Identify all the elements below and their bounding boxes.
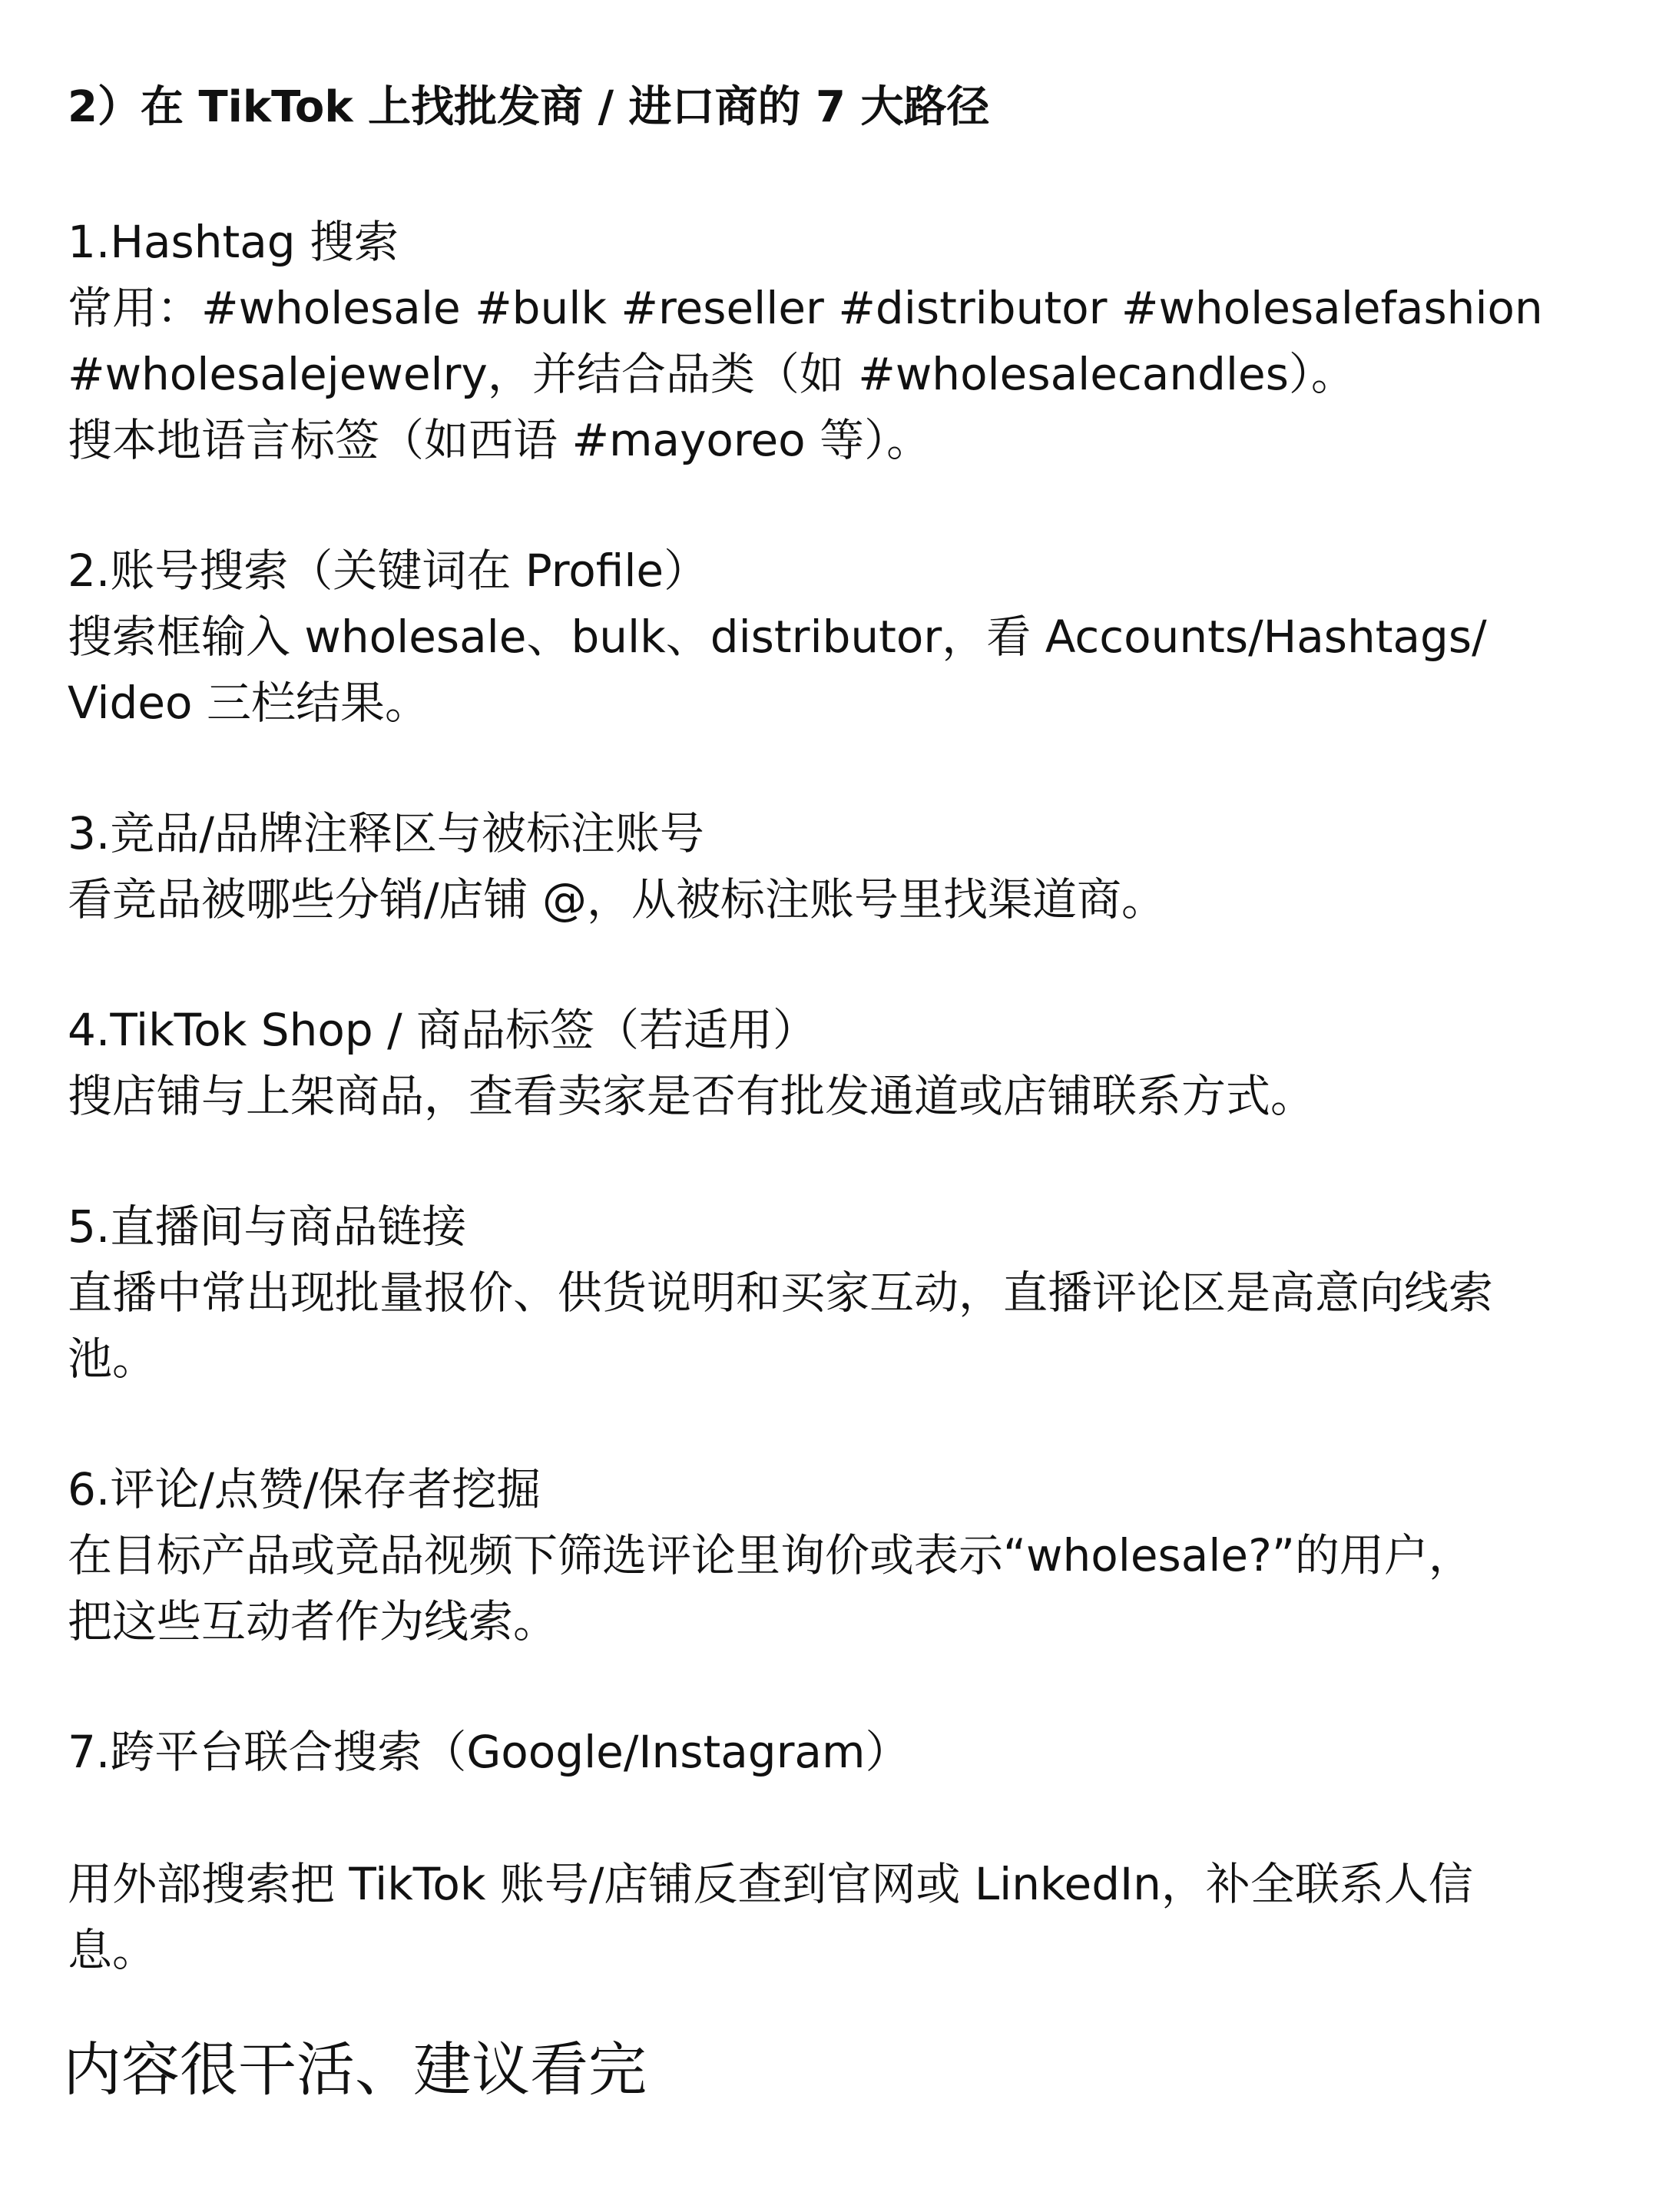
section-hashtag-search xyxy=(68,209,1604,473)
section-line: 常用：#wholesale #bulk #reseller #distributor #wholesalefashion xyxy=(68,282,1543,334)
section-line: 搜索框输入 wholesale、bulk、distributor，看 Accounts/Hashtags/ xyxy=(68,611,1487,663)
section-account-search xyxy=(68,538,1604,736)
document-page xyxy=(63,0,1604,2212)
section-competitor-tags xyxy=(68,800,1604,932)
section-line: 搜本地语言标签（如西语 #mayoreo 等）。 xyxy=(68,414,932,466)
section-line: 搜店铺与上架商品，查看卖家是否有批发通道或店铺联系方式。 xyxy=(68,1070,1316,1122)
section-line: 把这些互动者作为线索。 xyxy=(68,1595,558,1647)
section-cross-platform xyxy=(68,1719,1604,1785)
section-comment-mining xyxy=(68,1456,1604,1654)
closing-note: 内容很干活、建议看完 xyxy=(63,2035,647,2104)
section-heading: 6.评论/点赞/保存者挖掘 xyxy=(68,1463,541,1515)
section-line: 息。 xyxy=(68,1924,157,1976)
section-heading: 7.跨平台联合搜索（Google/Instagram） xyxy=(68,1726,910,1778)
section-line: #wholesalejewelry，并结合品类（如 #wholesalecandles）。 xyxy=(68,348,1356,400)
section-live-stream xyxy=(68,1194,1604,1392)
section-line: 用外部搜索把 TikTok 账号/店铺反查到官网或 LinkedIn，补全联系人信 xyxy=(68,1858,1473,1910)
section-line: 池。 xyxy=(68,1333,157,1385)
section-line: 在目标产品或竞品视频下筛选评论里询价或表示“wholesale?”的用户， xyxy=(68,1529,1473,1581)
section-heading: 2.账号搜索（关键词在 Profile） xyxy=(68,545,709,597)
section-cross-platform-body xyxy=(68,1851,1604,1983)
section-heading: 3.竞品/品牌注释区与被标注账号 xyxy=(68,807,704,859)
page-title: 2）在 TikTok 上找批发商 / 进口商的 7 大路径 xyxy=(68,82,990,132)
section-tiktok-shop xyxy=(68,997,1604,1129)
section-heading: 1.Hashtag 搜索 xyxy=(68,216,399,268)
section-line: 直播中常出现批量报价、供货说明和买家互动，直播评论区是高意向线索 xyxy=(68,1267,1494,1319)
section-heading: 4.TikTok Shop / 商品标签（若适用） xyxy=(68,1004,818,1056)
section-line: 看竞品被哪些分销/店铺 @，从被标注账号里找渠道商。 xyxy=(68,873,1166,926)
section-line: Video 三栏结果。 xyxy=(68,677,429,729)
section-heading: 5.直播间与商品链接 xyxy=(68,1200,467,1253)
